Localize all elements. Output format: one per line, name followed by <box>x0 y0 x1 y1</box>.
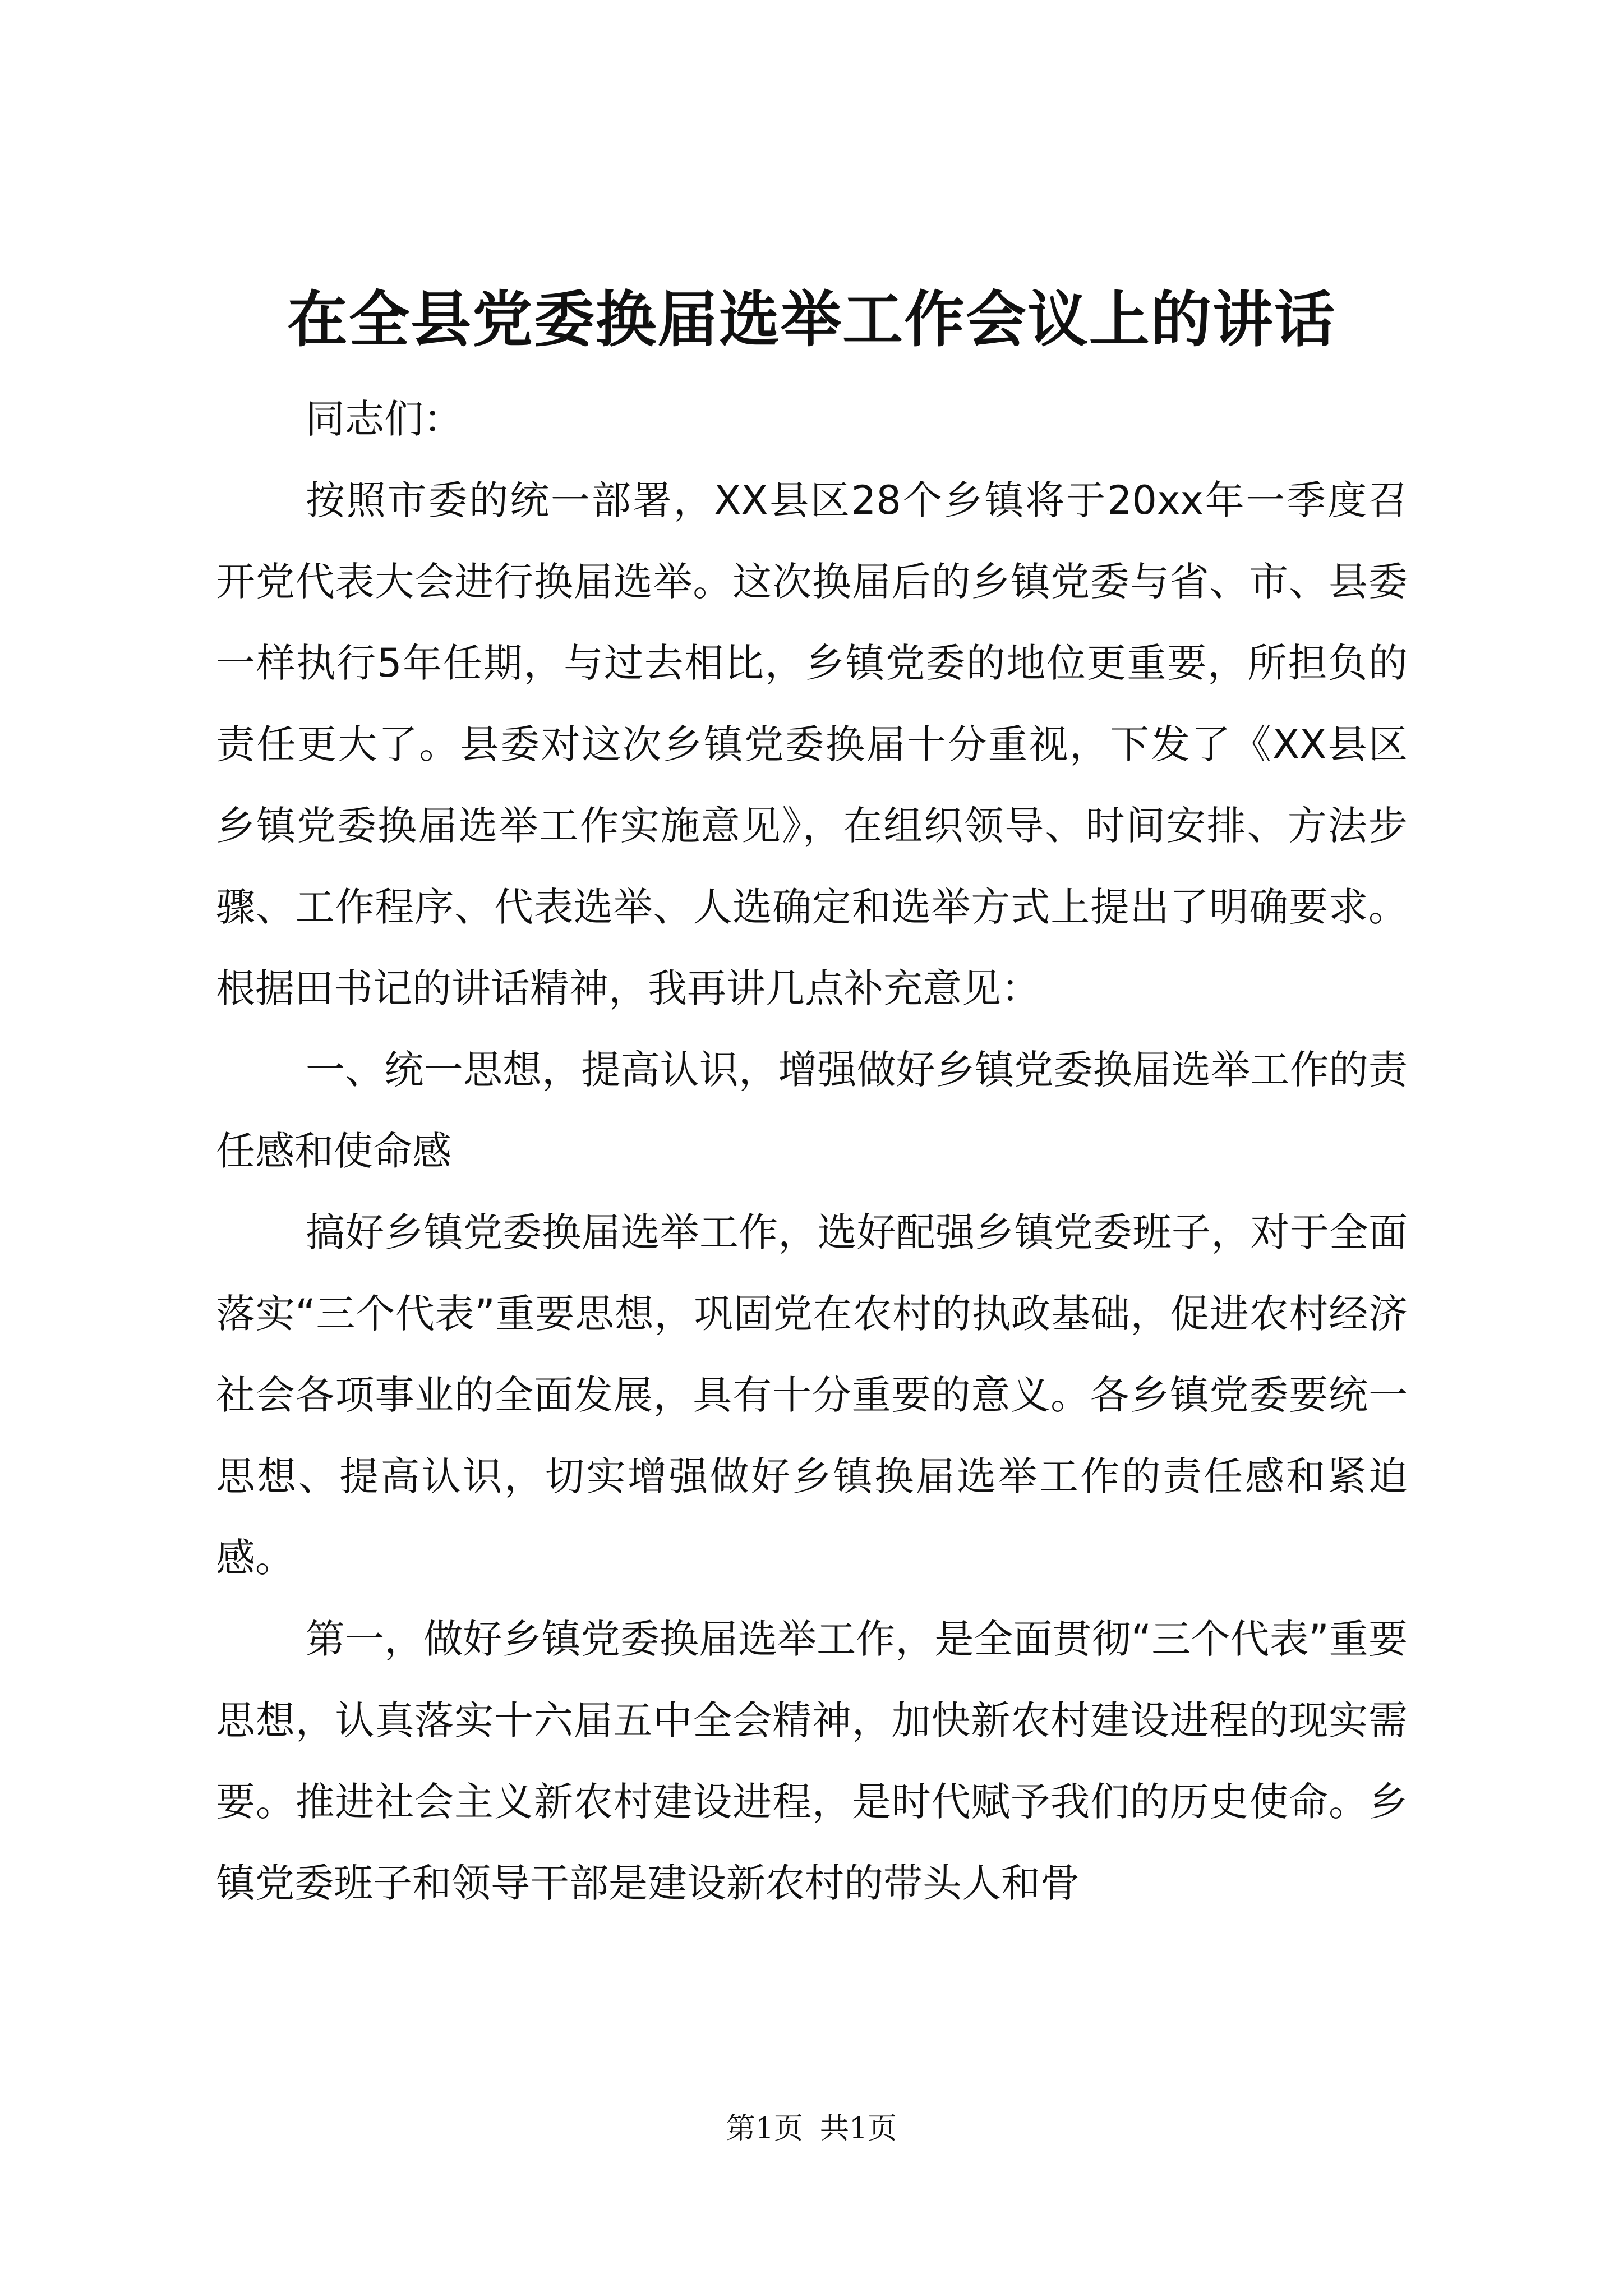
page-total: 共1页 <box>820 2112 897 2146</box>
section-heading-1: 一、统一思想，提高认识，增强做好乡镇党委换届选举工作的责任感和使命感 <box>216 1047 1408 1174</box>
page-footer <box>0 2109 1623 2148</box>
salutation-paragraph: 同志们： <box>306 396 463 442</box>
document-title: 在全县党委换届选举工作会议上的讲话 <box>287 284 1336 355</box>
body-paragraph: 搞好乡镇党委换届选举工作，选好配强乡镇党委班子，对于全面落实“三个代表”重要思想，巩固党在农村的执政基础，促进农村经济社会各项事业的全面发展，具有十分重要的意义。各乡镇党委要统一思想、提高认识，切实增强做好乡镇换届选举工作的责任感和紧迫感。 <box>216 1209 1408 1581</box>
page-number: 第1页 <box>726 2112 803 2146</box>
intro-paragraph: 按照市委的统一部署，XX县区28个乡镇将于20xx年一季度召开党代表大会进行换届选举。这次换届后的乡镇党委与省、市、县委一样执行5年任期，与过去相比，乡镇党委的地位更重要，所担负的责任更大了。县委对这次乡镇党委换届十分重视，下发了《XX县区乡镇党委换届选举工作实施意见》，在组织领导、时间安排、方法步骤、工作程序、代表选举、人选确定和选举方式上提出了明确要求。根据田书记的讲话精神，我再讲几点补充意见： <box>216 477 1408 1011</box>
body-paragraph: 第一，做好乡镇党委换届选举工作，是全面贯彻“三个代表”重要思想，认真落实十六届五中全会精神，加快新农村建设进程的现实需要。推进社会主义新农村建设进程，是时代赋予我们的历史使命。乡镇党委班子和领导干部是建设新农村的带头人和骨 <box>216 1616 1408 1906</box>
document-body <box>216 379 1408 1924</box>
